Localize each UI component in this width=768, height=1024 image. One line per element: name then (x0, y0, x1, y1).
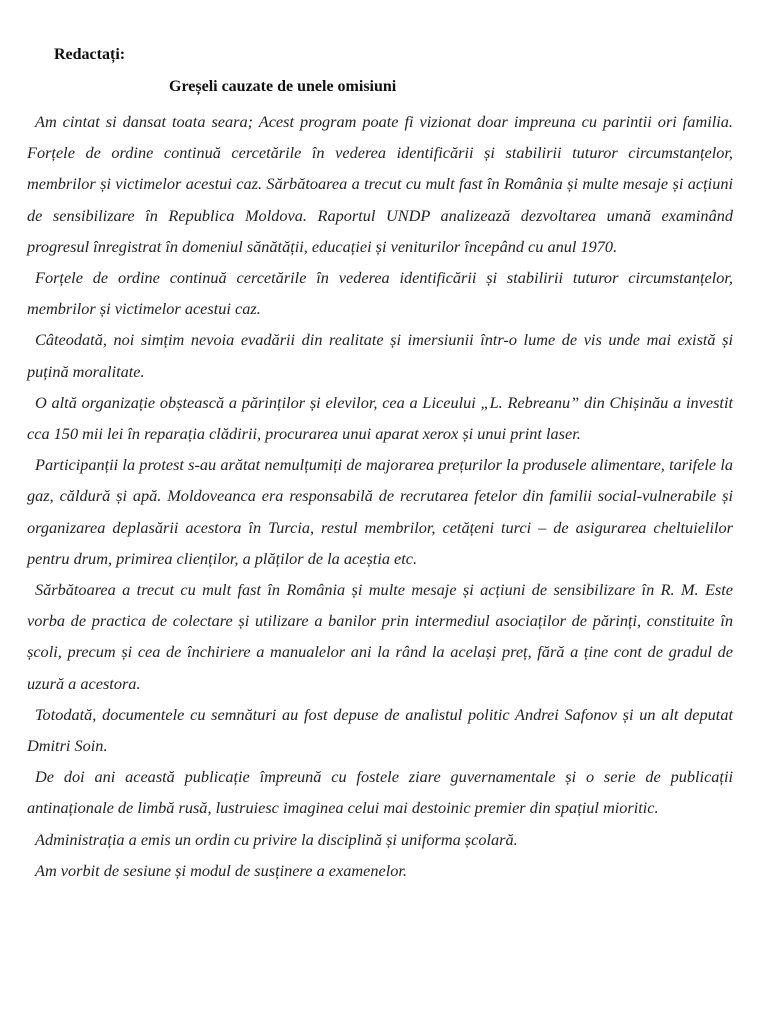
paragraph: Totodată, documentele cu semnături au fost depuse de analistul politic Andrei Safonov și un alt deputat Dmitri Soin. (27, 704, 733, 756)
paragraph: De doi ani această publicație împreună cu fostele ziare guvernamentale și o serie de publicații antinaționale de limbă rusă, lustruiesc imaginea celui mai destoinic premier din spațiul mioritic. (27, 767, 733, 818)
paragraph: Sărbătoarea a trecut cu mult fast în România și multe mesaje și acțiuni de sensibilizare în R. M. Este vorba de practica de colectare și utilizare a banilor prin intermediul asociaților de părinți, constituite în școli, precum și cea de închiriere a manualelor ani la rând la același preț, fără a ține cont de gradul de uzură a acestora. (27, 580, 733, 693)
paragraph: Forțele de ordine continuă cercetările în vederea identificării și stabilirii tuturor circumstanțelor, membrilor și victimelor acestui caz. (27, 268, 733, 319)
paragraph: Am vorbit de sesiune și modul de susținere a examenelor. (35, 860, 407, 880)
paragraph: Participanții la protest s-au arătat nemulțumiți de majorarea prețurilor la produsele alimentare, tarifele la gaz, căldură și apă. Moldoveanca era responsabilă de recrutarea fetelor din familii social-vulnerabile și organizarea deplasării acestora în Turcia, restul membrilor, cetățeni turci – de asigurarea cheltuielilor pentru drum, primirea clienților, a plăților de la aceștia etc. (27, 455, 733, 568)
exercise-body (27, 106, 733, 886)
paragraph: Am cintat si dansat toata seara; Acest program poate fi vizionat doar impreuna cu parintii ori familia. Forțele de ordine continuă cercetările în vederea identificării și stabilirii tuturor circumstanțelor, membrilor și victimelor acestui caz. Sărbătoarea a trecut cu mult fast în România și multe mesaje și acțiuni de sensibilizare în Republica Moldova. Raportul UNDP analizează dezvoltarea umană examinând progresul înregistrat în domeniul sănătății, educației și veniturilor începând cu anul 1970. (27, 112, 733, 256)
paragraph: Câteodată, noi simțim nevoia evadării din realitate și imersiunii într-o lume de vis unde mai există și puțină moralitate. (27, 330, 733, 381)
paragraph: Administrația a emis un ordin cu privire la disciplină și uniforma școlară. (35, 829, 518, 849)
exercise-heading: Redactați: (54, 46, 126, 63)
exercise-title: Greșeli cauzate de unele omisiuni (169, 78, 397, 95)
paragraph: O altă organizație obștească a părinților și elevilor, cea a Liceului „L. Rebreanu” din Chișinău a investit cca 150 mii lei în reparația clădirii, procurarea unui aparat xerox și unui print laser. (27, 392, 733, 444)
